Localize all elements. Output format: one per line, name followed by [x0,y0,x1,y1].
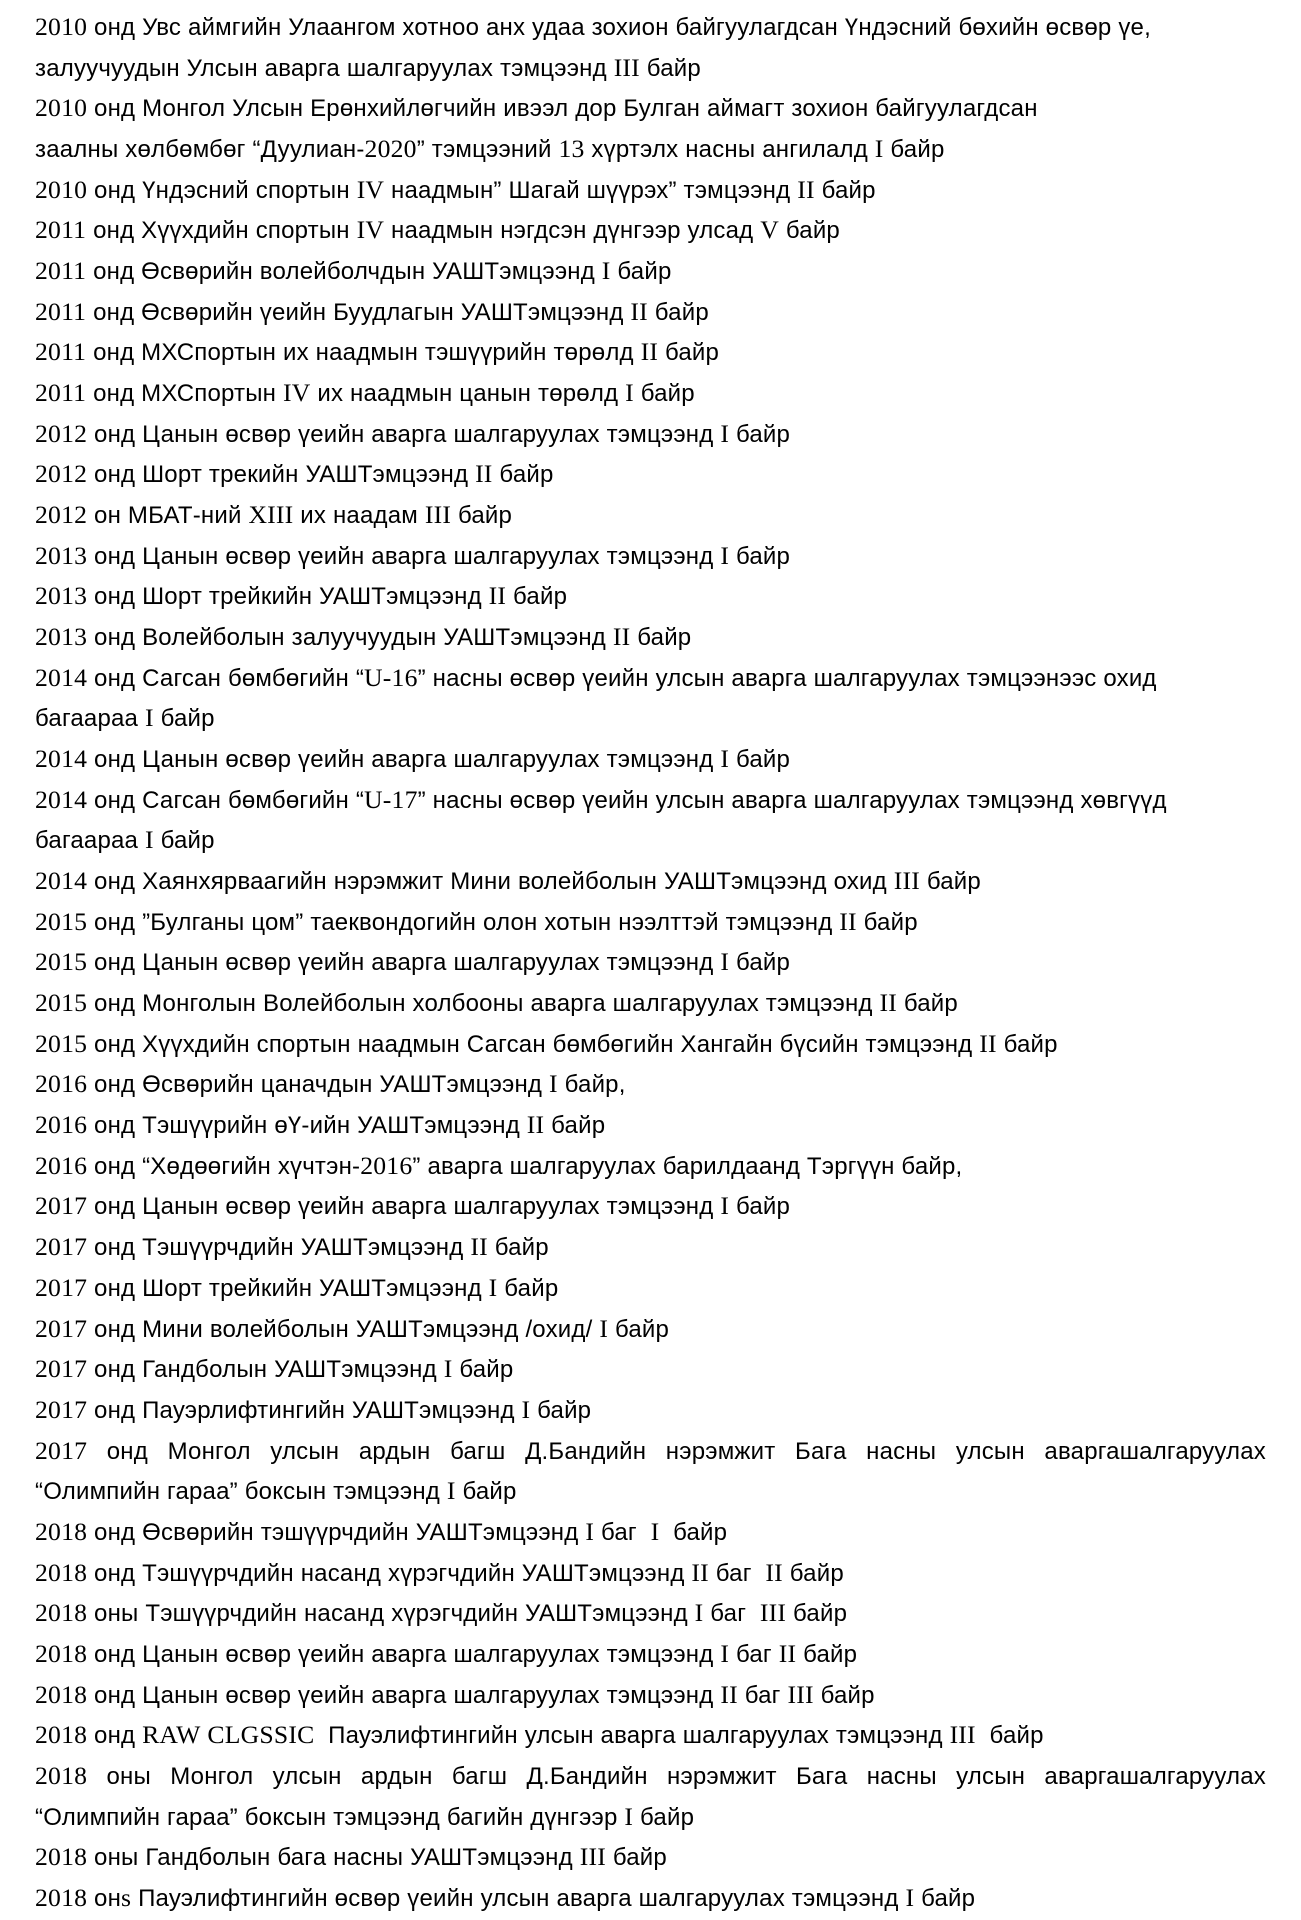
achievement-line: 2010 онд Увс аймгийн Улаангом хотноо анх удаа зохион байгуулагдсан Үндэсний бөхийн өсвөр үе, [35,12,1151,41]
achievement-line: 2012 он МБАТ-ний XIII их наадам III байр [35,500,513,530]
achievement-line: 2013 онд Шорт трейкийн УАШТэмцээнд II байр [35,581,568,611]
achievement-line: 2011 онд МХСпортын их наадмын тэшүүрийн төрөлд II байр [35,337,720,367]
achievement-line: 2015 онд Цанын өсвөр үеийн аварга шалгаруулах тэмцээнд I байр [35,947,791,977]
achievement-line: 2018 оны Гандболын бага насны УАШТэмцээнд III байр [35,1842,667,1872]
achievement-line: 2018 онд Цанын өсвөр үеийн аварга шалгаруулах тэмцээнд I баг II байр [35,1638,858,1668]
achievement-line: 2011 онд Хүүхдийн спортын IV наадмын нэгдсэн дүнгээр улсад V байр [35,215,840,245]
achievement-line: 2017 онд Тэшүүрчдийн УАШТэмцээнд II байр [35,1232,549,1262]
achievement-line: заалны хөлбөмбөг “Дуулиан-2020” тэмцээний 13 хүртэлх насны ангилалд I байр [35,134,945,164]
achievement-list [35,7,1266,1919]
achievement-line: 2012 онд Шорт трекийн УАШТэмцээнд II байр [35,459,554,489]
achievement-line: 2011 онд Өсвөрийн үеийн Буудлагын УАШТэмцээнд II байр [35,296,709,326]
achievement-line: 2014 онд Сагсан бөмбөгийн “U-17” насны өсвөр үеийн улсын аварга шалгаруулах тэмцээнд хөвгүүд [35,784,1167,814]
achievement-line: 2014 онд Хаянхярваагийн нэрэмжит Мини волейболын УАШТэмцээнд охид III байр [35,866,981,896]
achievement-line: 2018 оны Тэшүүрчдийн насанд хүрэгчдийн УАШТэмцээнд I баг III байр [35,1598,848,1628]
achievement-line: 2017 онд Цанын өсвөр үеийн аварга шалгаруулах тэмцээнд I байр [35,1191,791,1221]
achievement-line: 2013 онд Цанын өсвөр үеийн аварга шалгаруулах тэмцээнд I байр [35,540,791,570]
achievement-line: 2018 онд Тэшүүрчдийн насанд хүрэгчдийн УАШТэмцээнд II баг II байр [35,1557,844,1587]
achievement-line: 2017 онд Монгол улсын ардын багш Д.Бандийн нэрэмжит Бага насны улсын аваргашалгаруулах [35,1435,1266,1465]
achievement-line: 2016 онд Өсвөрийн цаначдын УАШТэмцээнд I байр, [35,1069,626,1099]
achievement-line: 2014 онд Сагсан бөмбөгийн “U-16” насны өсвөр үеийн улсын аварга шалгаруулах тэмцээнээс охид [35,662,1157,692]
achievement-line: 2011 онд МХСпортын IV их наадмын цанын төрөлд I байр [35,378,695,408]
achievement-line: “Олимпийн гараа” боксын тэмцээнд I байр [35,1476,517,1506]
achievement-line: багаараа I байр [35,703,215,733]
achievement-line: 2016 онд “Хөдөөгийн хүчтэн-2016” аварга шалгаруулах барилдаанд Тэргүүн байр, [35,1150,963,1180]
achievement-line: 2010 онд Үндэсний спортын IV наадмын” Шагай шүүрэх” тэмцээнд II байр [35,174,876,204]
achievement-line: 2018 онд Өсвөрийн тэшүүрчдийн УАШТэмцээнд I баг I байр [35,1516,728,1546]
achievement-line: 2017 онд Пауэрлифтингийн УАШТэмцээнд I байр [35,1394,592,1424]
achievement-line: 2018 онд RAW CLGSSIC Пауэлифтингийн улсын аварга шалгаруулах тэмцээнд III байр [35,1720,1044,1750]
achievement-line: 2017 онд Шорт трейкийн УАШТэмцээнд I байр [35,1272,559,1302]
achievement-line: 2017 онд Мини волейболын УАШТэмцээнд /охид/ I байр [35,1313,670,1343]
achievement-line: 2015 онд ”Булганы цом” таеквондогийн олон хотын нээлттэй тэмцээнд II байр [35,906,918,936]
achievement-line: 2015 онд Монголын Волейболын холбооны аварга шалгаруулах тэмцээнд II байр [35,988,958,1018]
achievement-line: 2012 онд Цанын өсвөр үеийн аварга шалгаруулах тэмцээнд I байр [35,418,791,448]
achievement-line: багаараа I байр [35,825,215,855]
achievement-line: 2015 онд Хүүхдийн спортын наадмын Сагсан бөмбөгийн Хангайн бүсийн тэмцээнд II байр [35,1028,1058,1058]
achievement-line: 2018 оны Монгол улсын ардын багш Д.Бандийн нэрэмжит Бага насны улсын аваргашалгаруулах [35,1760,1266,1790]
achievement-line: 2016 онд Тэшүүрийн өҮ-ийн УАШТэмцээнд II байр [35,1110,606,1140]
achievement-line: залуучуудын Улсын аварга шалгаруулах тэмцээнд III байр [35,52,701,82]
achievement-line: 2014 онд Цанын өсвөр үеийн аварга шалгаруулах тэмцээнд I байр [35,744,791,774]
achievement-line: 2013 онд Волейболын залуучуудын УАШТэмцээнд II байр [35,622,692,652]
achievement-line: 2018 онд Цанын өсвөр үеийн аварга шалгаруулах тэмцээнд II баг III байр [35,1679,875,1709]
achievement-line: 2018 онs Пауэлифтингийн өсвөр үеийн улсын аварга шалгаруулах тэмцээнд I байр [35,1882,976,1912]
achievement-line: 2010 онд Монгол Улсын Ерөнхийлөгчийн ивээл дор Булган аймагт зохион байгуулагдсан [35,93,1038,123]
achievement-line: 2017 онд Гандболын УАШТэмцээнд I байр [35,1354,514,1384]
achievement-line: “Олимпийн гараа” боксын тэмцээнд багийн дүнгээр I байр [35,1801,695,1831]
achievement-line: 2011 онд Өсвөрийн волейболчдын УАШТэмцээнд I байр [35,256,672,286]
